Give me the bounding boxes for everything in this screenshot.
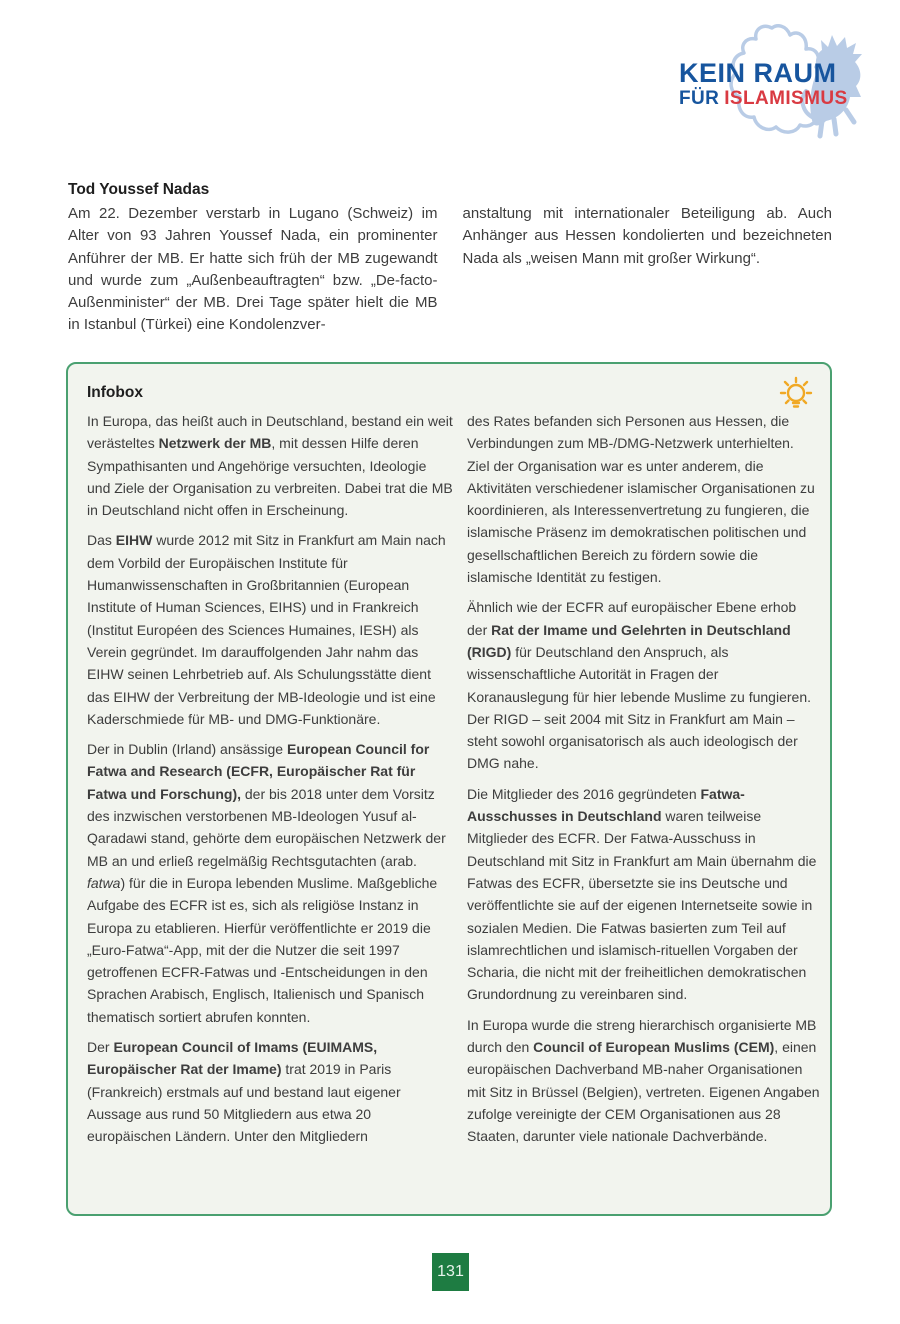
page-number-badge: 131 — [432, 1253, 469, 1291]
article-heading: Tod Youssef Nadas — [68, 181, 210, 198]
logo-wordmark — [679, 60, 848, 108]
infobox-paragraph: In Europa, das heißt auch in Deutschland, bestand ein weit verästeltes Netzwerk der MB, mit dessen Hilfe deren Sympathisanten und Angehörige versuchten, Ideologie und Ziele der Organisation zu verbreiten. Dabei trat die MB in Deutschland nicht offen in Erscheinung. — [87, 413, 453, 519]
logo-line2 — [679, 89, 848, 108]
infobox-paragraph: Der European Council of Imams (EUIMAMS, Europäischer Rat der Imame) trat 2019 in Paris (Frankreich) erstmals auf und bestand laut eigener Aussage aus rund 50 Mitgliedern aus etwa 20 europäischen Ländern. Unter den Mitgliedern — [87, 1039, 401, 1145]
infobox-paragraph: Die Mitglieder des 2016 gegründeten Fatwa-Ausschusses in Deutschland waren teilweise Mitglieder des ECFR. Der Fatwa-Ausschuss in Deutschland mit Sitz in Frankfurt am Main übernahm die Fatwas des ECFR, übersetzte sie ins Deutsche und veröffentlichte sie auf der eigenen Internetseite sowie in sozialen Medien. Die Fatwas basierten zum Teil auf islamrechtlichen und islamisch-rituellen Vorgaben der Scharia, die nicht mit der freiheitlichen demokratischen Grundordnung zu vereinbaren sind. — [467, 785, 817, 1003]
article-columns — [68, 203, 832, 337]
logo-line2-highlight: ISLAMISMUS — [724, 88, 848, 109]
logo-line1: KEIN RAUM — [679, 58, 837, 88]
logo-line2-prefix: FÜR — [679, 88, 720, 109]
kein-raum-fuer-islamismus-logo — [635, 20, 870, 142]
infobox-title: Infobox — [87, 384, 143, 401]
infobox-column-left — [87, 410, 453, 1148]
infobox-paragraph: Der in Dublin (Irland) ansässige European Council for Fatwa and Research (ECFR, Europäischer Rat für Fatwa und Forschung), der bis 2018 unter dem Vorsitz des inzwischen verstorbenen MB-Ideologen Yusuf al-Qaradawi stand, gehörte dem europäischen Netzwerk der MB an und erließ regelmäßig Rechtsgutachten (arab. fatwa) für die in Europa lebenden Muslime. Maßgebliche Aufgabe des ECFR ist es, sich als religiöse Instanz in Europa zu etablieren. Hierfür veröffentlichte er 2019 die „Euro-Fatwa“-App, mit der die Nutzer die seit 1997 getroffenen ECFR-Fatwas und -Entscheidungen in den Sprachen Arabisch, Englisch, Italienisch und Spanisch thematisch sortiert abrufen konnten. — [87, 741, 446, 1025]
infobox-paragraph: Das EIHW wurde 2012 mit Sitz in Frankfurt am Main nach dem Vorbild der Europäischen Institute für Humanwissenschaften in Großbritannien (European Institute of Human Sciences, EIHS) und in Frankreich (Institut Européen des Sciences Humaines, IESH) als Verein gegründet. Im darauffolgenden Jahr nahm das EIHW seinen Lehrbetrieb auf. Als Schulungsstätte dient das EIHW der Verbreitung der MB-Ideologie und ist eine Kaderschmiede für MB- und DMG-Funktionäre. — [87, 532, 446, 727]
infobox-paragraph: Ähnlich wie der ECFR auf europäischer Ebene erhob der Rat der Imame und Gelehrten in Deutschland (RIGD) für Deutschland den Anspruch, als wissenschaftliche Autorität in Fragen der Koranauslegung für hier lebende Muslime zu fungieren. Der RIGD – seit 2004 mit Sitz in Frankfurt am Main – steht sowohl organisatorisch als auch ideologisch der DMG nahe. — [467, 599, 811, 772]
article-column-right: anstaltung mit internationaler Beteiligung ab. Auch Anhänger aus Hessen kondolierten und bezeichneten Nada als „weisen Mann mit großer Wirkung“. — [462, 205, 832, 267]
article-column-left: Am 22. Dezember verstarb in Lugano (Schweiz) im Alter von 93 Jahren Youssef Nada, ein prominenter Anführer der MB. Er hatte sich früh der MB zugewandt und wurde zum „Außenbeauftragten“ bzw. „De-facto-Außenminister“ der MB. Drei Tage später hielt die MB in Istanbul (Türkei) eine Kondolenzver- — [68, 205, 438, 334]
infobox-paragraph: des Rates befanden sich Personen aus Hessen, die Verbindungen zum MB-/DMG-Netzwerk unterhielten. Ziel der Organisation war es unter anderem, die Aktivitäten verschiedener islamischer Organisationen zu koordinieren, als Interessenvertretung zu fungieren, die islamische Präsenz im demokratischen politischen und gesellschaftlichen Bereich zu fördern sowie die islamische Identität zu festigen. — [467, 413, 815, 586]
infobox — [66, 362, 832, 1216]
infobox-paragraph: In Europa wurde die streng hierarchisch organisierte MB durch den Council of European Muslims (CEM), einen europäischen Dachverband MB-naher Organisationen mit Sitz in Brüssel (Belgien), vertreten. Eigenen Angaben zufolge vereinigte der CEM Organisationen aus 28 Staaten, darunter viele nationale Dachverbände. — [467, 1016, 820, 1145]
infobox-columns — [87, 410, 820, 1148]
infobox-column-right — [467, 410, 820, 1148]
lightbulb-icon — [778, 374, 814, 414]
